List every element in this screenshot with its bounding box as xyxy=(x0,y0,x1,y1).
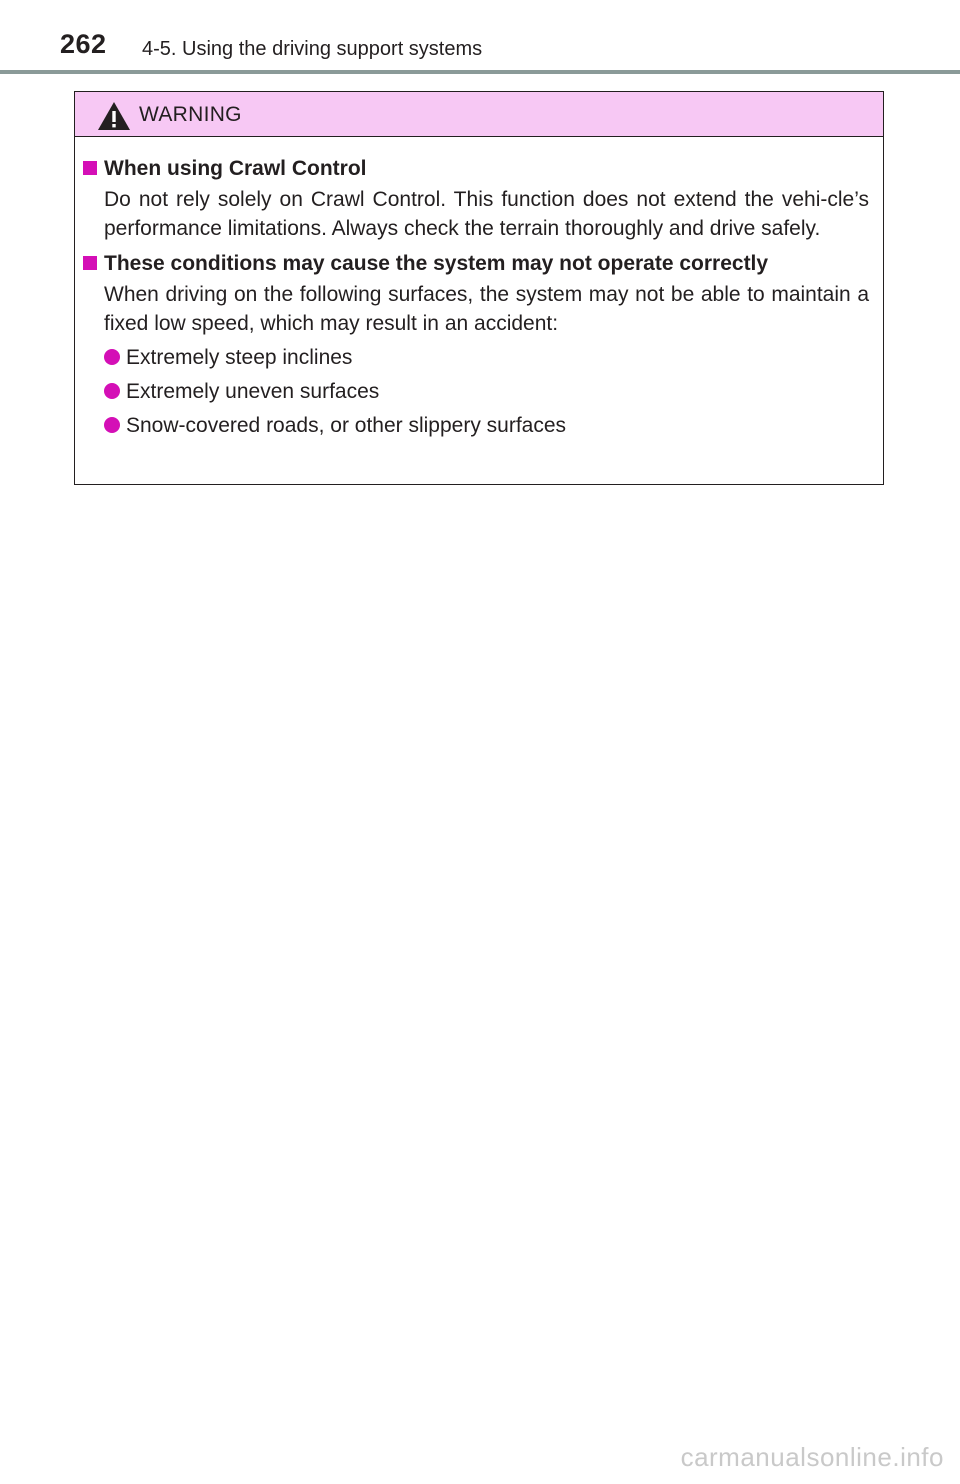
section-heading-text: These conditions may cause the system may not operate correctly xyxy=(104,252,769,275)
page-header xyxy=(0,0,960,76)
circle-bullet-icon xyxy=(104,417,120,433)
warning-content xyxy=(83,154,869,440)
warning-triangle-icon xyxy=(97,101,131,131)
list-item xyxy=(104,377,869,406)
list-item-text: Extremely uneven surfaces xyxy=(126,380,380,403)
section-paragraph: When driving on the following surfaces, the system may not be able to maintain a fixed low speed, which may result in an accident: xyxy=(104,283,869,335)
circle-bullet-icon xyxy=(104,349,120,365)
square-bullet-icon xyxy=(83,161,97,175)
header-rule xyxy=(0,70,960,74)
section-heading-text: When using Crawl Control xyxy=(104,157,367,180)
page-number: 262 xyxy=(60,29,107,59)
list-item-text: Extremely steep inclines xyxy=(126,346,353,369)
list-item-text: Snow-covered roads, or other slippery surfaces xyxy=(126,414,567,437)
list-item xyxy=(104,343,869,372)
section-heading xyxy=(83,249,869,278)
section-title: 4-5. Using the driving support systems xyxy=(142,38,483,60)
section-heading xyxy=(83,154,869,183)
square-bullet-icon xyxy=(83,256,97,270)
warning-box xyxy=(74,91,884,485)
warning-header xyxy=(75,92,883,137)
watermark: carmanualsonline.info xyxy=(680,1442,944,1472)
circle-bullet-icon xyxy=(104,383,120,399)
section-paragraph: Do not rely solely on Crawl Control. This function does not extend the vehi-cle’s performance limitations. Always check the terrain thoroughly and drive safely. xyxy=(104,188,869,240)
warning-label: WARNING xyxy=(139,103,242,126)
list-item xyxy=(104,411,869,440)
